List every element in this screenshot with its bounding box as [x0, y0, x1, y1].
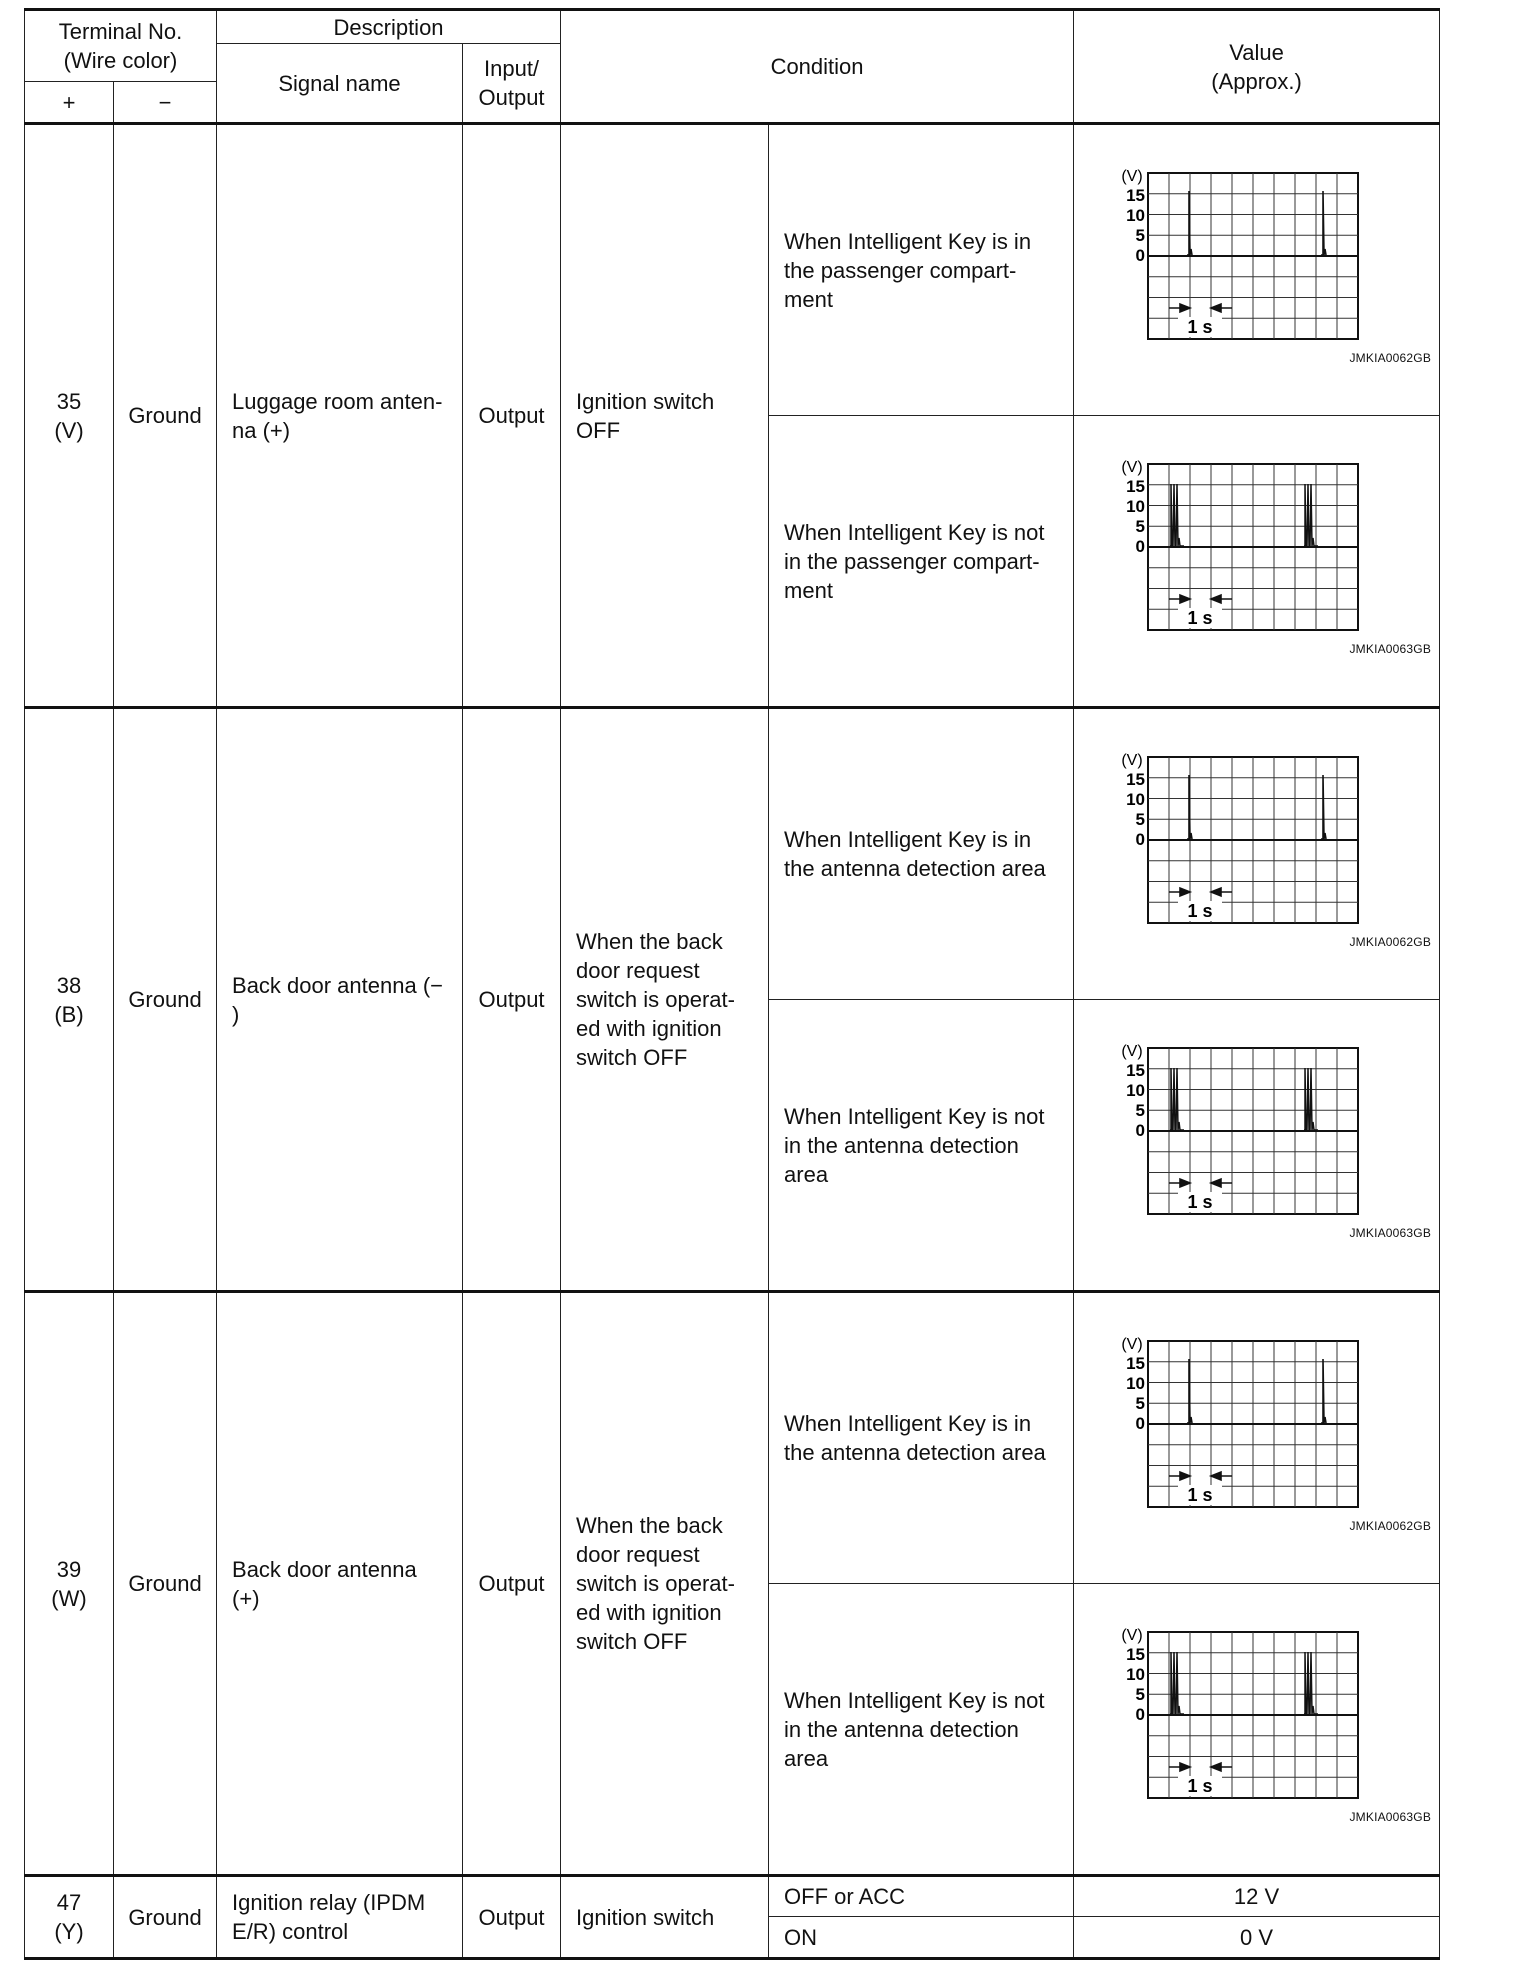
waveform-key-in	[1118, 167, 1368, 347]
waveform-code: JMKIA0063GB	[1349, 642, 1432, 656]
signal-name: Ignition relay (IPDM E/R) control	[217, 1876, 463, 1959]
condition-sub: When Intelligent Key is in the antenna detection area	[769, 708, 1074, 1000]
waveform-key-in	[1118, 751, 1368, 931]
waveform-cell	[1074, 1000, 1440, 1292]
waveform-cell	[1074, 124, 1440, 416]
condition-main: When the back door request switch is operat- ed with ignition switch OFF	[561, 708, 769, 1292]
waveform-key-not-in	[1118, 458, 1368, 638]
value-cell: 0 V	[1074, 1917, 1440, 1959]
waveform-code: JMKIA0062GB	[1349, 1519, 1432, 1533]
signal-name-header: Signal name	[217, 44, 463, 124]
waveform-key-not-in	[1118, 1626, 1368, 1806]
io-type: Output	[463, 124, 561, 708]
condition-sub: When Intelligent Key is not in the antenna detection area	[769, 1000, 1074, 1292]
terminal-minus: Ground	[114, 1876, 217, 1959]
minus-terminal-header: −	[114, 82, 217, 124]
condition-sub: When Intelligent Key is in the antenna detection area	[769, 1292, 1074, 1584]
table-row	[25, 1876, 1440, 1917]
value-header: Value (Approx.)	[1074, 10, 1440, 124]
plus-terminal-header: +	[25, 82, 114, 124]
terminal-plus: 47 (Y)	[25, 1876, 114, 1959]
io-type: Output	[463, 1292, 561, 1876]
condition-sub: When Intelligent Key is not in the passenger compart- ment	[769, 416, 1074, 708]
waveform-code: JMKIA0062GB	[1349, 935, 1432, 949]
signal-name: Luggage room anten- na (+)	[217, 124, 463, 708]
waveform-cell	[1074, 1292, 1440, 1584]
io-type: Output	[463, 1876, 561, 1959]
waveform-cell	[1074, 416, 1440, 708]
waveform-cell	[1074, 1584, 1440, 1876]
condition-header: Condition	[561, 10, 1074, 124]
condition-main: When the back door request switch is operat- ed with ignition switch OFF	[561, 1292, 769, 1876]
io-header: Input/ Output	[463, 44, 561, 124]
waveform-code: JMKIA0063GB	[1349, 1226, 1432, 1240]
terminal-plus: 39 (W)	[25, 1292, 114, 1876]
signal-name: Back door antenna (− )	[217, 708, 463, 1292]
waveform-cell	[1074, 708, 1440, 1000]
condition-sub: ON	[769, 1917, 1074, 1959]
terminal-no-header: Terminal No. (Wire color)	[25, 10, 217, 82]
condition-main: Ignition switch OFF	[561, 124, 769, 708]
waveform-code: JMKIA0063GB	[1349, 1810, 1432, 1824]
waveform-key-in	[1118, 1335, 1368, 1515]
terminal-minus: Ground	[114, 708, 217, 1292]
terminal-plus: 38 (B)	[25, 708, 114, 1292]
terminal-plus: 35 (V)	[25, 124, 114, 708]
table-row	[25, 124, 1440, 416]
waveform-key-not-in	[1118, 1042, 1368, 1222]
signal-name: Back door antenna (+)	[217, 1292, 463, 1876]
io-type: Output	[463, 708, 561, 1292]
condition-sub: When Intelligent Key is in the passenger compart- ment	[769, 124, 1074, 416]
terminal-minus: Ground	[114, 1292, 217, 1876]
waveform-code: JMKIA0062GB	[1349, 351, 1432, 365]
value-cell: 12 V	[1074, 1876, 1440, 1917]
table-row	[25, 708, 1440, 1000]
condition-sub: When Intelligent Key is not in the antenna detection area	[769, 1584, 1074, 1876]
condition-main: Ignition switch	[561, 1876, 769, 1959]
terminal-minus: Ground	[114, 124, 217, 708]
condition-sub: OFF or ACC	[769, 1876, 1074, 1917]
table-row	[25, 1292, 1440, 1584]
terminal-spec-table	[24, 8, 1440, 1960]
description-header: Description	[217, 10, 561, 44]
